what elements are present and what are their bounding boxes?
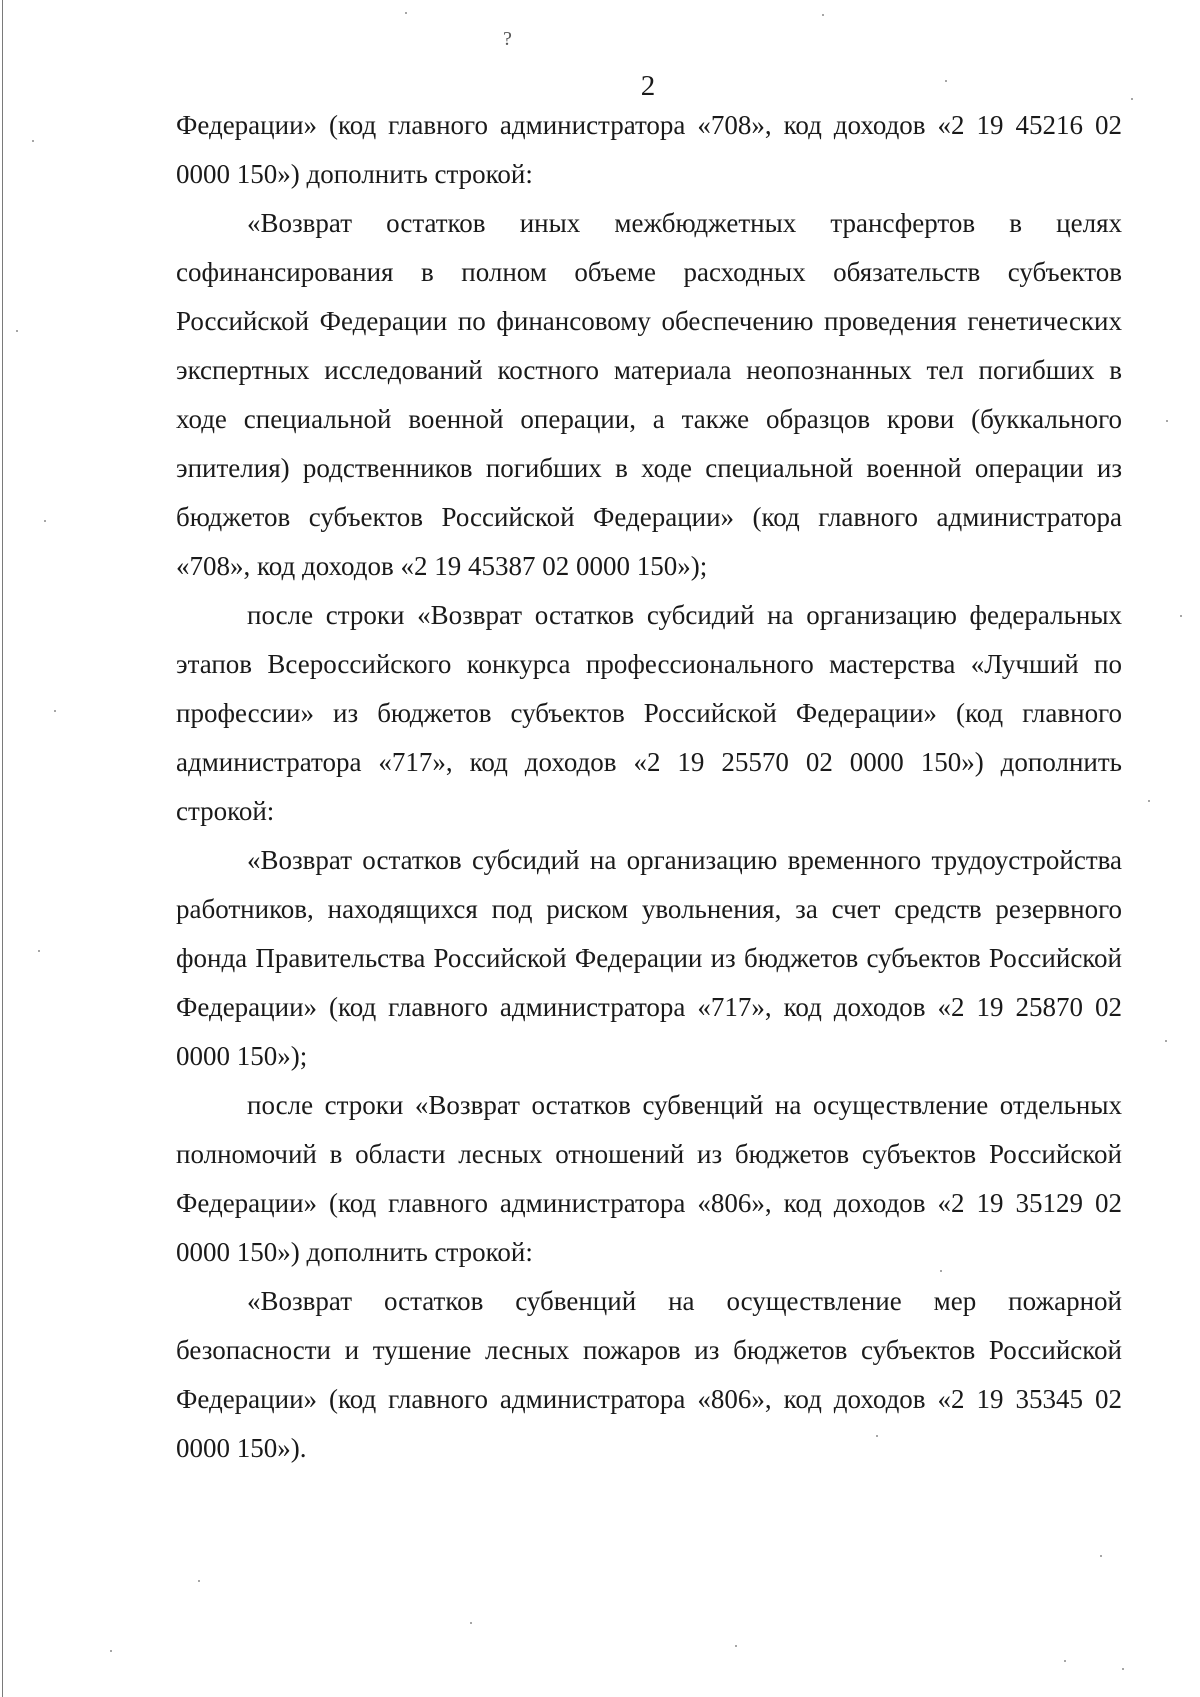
scan-speck bbox=[735, 1645, 737, 1647]
scan-speck bbox=[32, 140, 34, 142]
scan-speck bbox=[940, 1270, 942, 1272]
scan-speck bbox=[876, 1435, 878, 1437]
scan-speck bbox=[16, 330, 18, 332]
scan-speck bbox=[1100, 1555, 1102, 1557]
paragraph-p3: после строки «Возврат остатков субсидий на организацию федеральных этапов Всероссийского конкурса профессионального мастерства «Лучший по профессии» из бюджетов субъектов Российской Федерации» (код главного администратора «717», код доходов «2 19 25570 02 0000 150») дополнить строкой: bbox=[176, 600, 1122, 826]
scan-speck bbox=[945, 80, 947, 82]
scan-speck bbox=[1122, 1668, 1124, 1670]
scan-speck bbox=[110, 1650, 112, 1652]
scan-speck bbox=[1180, 615, 1182, 617]
scan-speck bbox=[1166, 420, 1168, 422]
scan-speck bbox=[1165, 1040, 1167, 1042]
scan-speck bbox=[44, 520, 46, 522]
scan-speck bbox=[470, 1622, 472, 1624]
scan-speck bbox=[822, 14, 824, 16]
scan-speck bbox=[1131, 98, 1133, 100]
scan-speck bbox=[1148, 800, 1150, 802]
scan-speck bbox=[198, 1580, 200, 1582]
scan-left-edge bbox=[2, 0, 3, 1697]
paragraph-p2: «Возврат остатков иных межбюджетных трансфертов в целях софинансирования в полном объеме расходных обязательств субъектов Российской Федерации по финансовому обеспечению проведения генетических экспертных исследований костного материала неопознанных тел погибших в ходе специальной военной операции, а также образцов крови (буккального эпителия) родственников погибших в ходе специальной военной операции из бюджетов субъектов Российской Федерации» (код главного администратора «708», код доходов «2 19 45387 02 0000 150»); bbox=[176, 208, 1122, 581]
paragraph-p4: «Возврат остатков субсидий на организацию временного трудоустройства работников, находящихся под риском увольнения, за счет средств резервного фонда Правительства Российской Федерации из бюджетов субъектов Российской Федерации» (код главного администратора «717», код доходов «2 19 25870 02 0000 150»); bbox=[176, 845, 1122, 1071]
page-number: 2 bbox=[640, 70, 656, 102]
paragraph-p5: после строки «Возврат остатков субвенций на осуществление отдельных полномочий в области лесных отношений из бюджетов субъектов Российской Федерации» (код главного администратора «806», код доходов «2 19 35129 02 0000 150») дополнить строкой: bbox=[176, 1090, 1122, 1267]
scan-speck bbox=[54, 710, 56, 712]
scan-speck bbox=[38, 950, 40, 952]
paragraph-p6: «Возврат остатков субвенций на осуществление мер пожарной безопасности и тушение лесных пожаров из бюджетов субъектов Российской Федерации» (код главного администратора «806», код доходов «2 19 35345 02 0000 150»). bbox=[176, 1286, 1122, 1463]
scan-speck bbox=[1064, 1660, 1066, 1662]
scan-top-mark: ? bbox=[503, 28, 512, 50]
paragraph-p1: Федерации» (код главного администратора «708», код доходов «2 19 45216 02 0000 150») дополнить строкой: bbox=[176, 110, 1122, 189]
scan-speck bbox=[405, 12, 407, 14]
document-body bbox=[176, 101, 1122, 1473]
